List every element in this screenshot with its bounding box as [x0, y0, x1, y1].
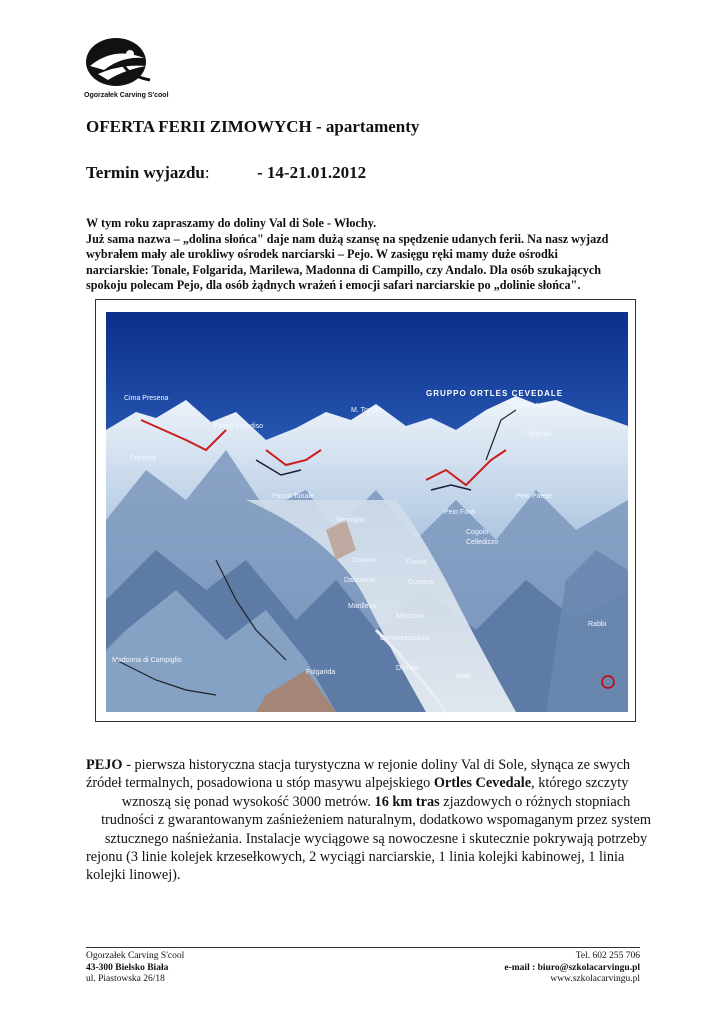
footer-contact — [504, 951, 640, 986]
term-label-row — [86, 163, 210, 183]
pejo-name: PEJO — [86, 757, 123, 773]
map-label: Vermiglio — [336, 517, 365, 524]
map-label: Madonna di Campiglio — [112, 657, 182, 664]
logo-emblem-icon — [84, 36, 156, 90]
map-label: Marilleva — [348, 603, 377, 610]
term-dates: - 14-21.01.2012 — [257, 163, 367, 182]
body-line: kolejki linowej). — [86, 867, 181, 884]
map-label: Cima Presena — [124, 395, 169, 402]
company-logo — [84, 36, 169, 99]
footer-phone: Tel. 602 255 706 — [575, 951, 640, 961]
body-line: źródeł termalnych, posadowiona u stóp masywu alpejskiego Ortles Cevedale, którego szczyty — [86, 775, 629, 792]
body-line: rejonu (3 linie kolejek krzesełkowych, 2 wyciągi narciarskie, 1 linia kolejki kabinowej, 1 linia — [86, 849, 625, 866]
map-label: Monte Vioz — [511, 403, 546, 410]
body-line: trudności z gwarantowanym zaśnieżeniem naturalnym, dodatkowo wspomaganym przez system — [101, 812, 651, 829]
intro-line: W tym roku zapraszamy do doliny Val di Sole - Włochy. — [86, 216, 377, 230]
map-label: Celledizzo — [466, 539, 499, 546]
footer-email: e-mail : biuro@szkolacarvingu.pl — [504, 962, 640, 973]
map-label: Ossana — [352, 557, 377, 564]
map-label: Passo Paradiso — [214, 423, 264, 430]
intro-paragraph — [86, 216, 664, 294]
map-label: Tarlenta — [526, 431, 551, 438]
map-label: Dimaro — [396, 665, 419, 672]
footer-website: www.szkolacarvingu.pl — [550, 974, 640, 984]
body-line: wznoszą się ponad wysokość 3000 metrów. 16 km tras zjazdowych o różnych stopniach — [121, 793, 631, 810]
pejo-description — [86, 756, 666, 885]
term-colon: : — [204, 163, 210, 182]
footer-city: 43-300 Bielsko Biała — [86, 962, 169, 973]
map-label: Peio Paese — [516, 493, 552, 500]
panorama-illustration — [96, 300, 635, 721]
footer-divider — [86, 947, 640, 948]
map-label: M. Tonale — [351, 407, 382, 414]
slope-length: 16 km tras — [374, 793, 440, 810]
logo-caption: Ogorzałek Carving S'cool — [84, 92, 169, 99]
intro-line: Już sama nazwa – „dolina słońca" daje nam dużą szansę na spędzenie udanych ferii. Na nasz wyjazd — [86, 231, 609, 246]
intro-line: wybrałem mały ale urokliwy ośrodek narciarski – Pejo. W zasięgu ręki mamy duże ośrodki — [86, 247, 558, 262]
term-label: Termin wyjazdu — [86, 163, 205, 182]
footer-street: ul. Piastowska 26/18 — [86, 974, 165, 984]
map-label: Dalizzano — [344, 577, 375, 584]
body-line: sztucznego naśnieżania. Instalacje wyciągowe są nowoczesne i skutecznie pokrywają potrzeby — [104, 830, 648, 847]
map-label: Fucine — [406, 559, 428, 566]
map-label: Folgarida — [306, 669, 336, 676]
map-label: Peio Fonti — [444, 509, 476, 516]
map-label: Malè — [456, 673, 472, 680]
body-line: PEJO - pierwsza historyczna stacja turystyczna w rejonie doliny Val di Sole, słynąca ze swych — [86, 757, 631, 773]
map-label: Cogolo — [466, 529, 489, 536]
map-group-title: GRUPPO ORTLES CEVEDALE — [426, 389, 564, 398]
map-label: Commezzadura — [380, 635, 430, 642]
map-label: Rabbi — [588, 621, 607, 628]
map-label: Passo Tonale — [272, 493, 314, 500]
footer-address — [86, 951, 184, 986]
massif-name: Ortles Cevedale — [433, 775, 532, 792]
footer-company: Ogorzałek Carving S'cool — [86, 951, 185, 961]
intro-line: narciarskie: Tonale, Folgarida, Marilewa, Madonna di Campillo, czy Andalo. Dla osób szukających — [86, 262, 602, 277]
ski-area-map — [95, 299, 636, 722]
map-label: Cusiano — [408, 579, 434, 586]
map-label: Presena — [130, 455, 157, 462]
intro-line: spokoju polecam Pejo, dla osób żądnych wrażeń i emocji safari narciarskie po „dolinie słońca". — [86, 278, 581, 293]
page-title: OFERTA FERII ZIMOWYCH - apartamenty — [86, 117, 420, 136]
map-label: Mezzana — [396, 613, 425, 620]
